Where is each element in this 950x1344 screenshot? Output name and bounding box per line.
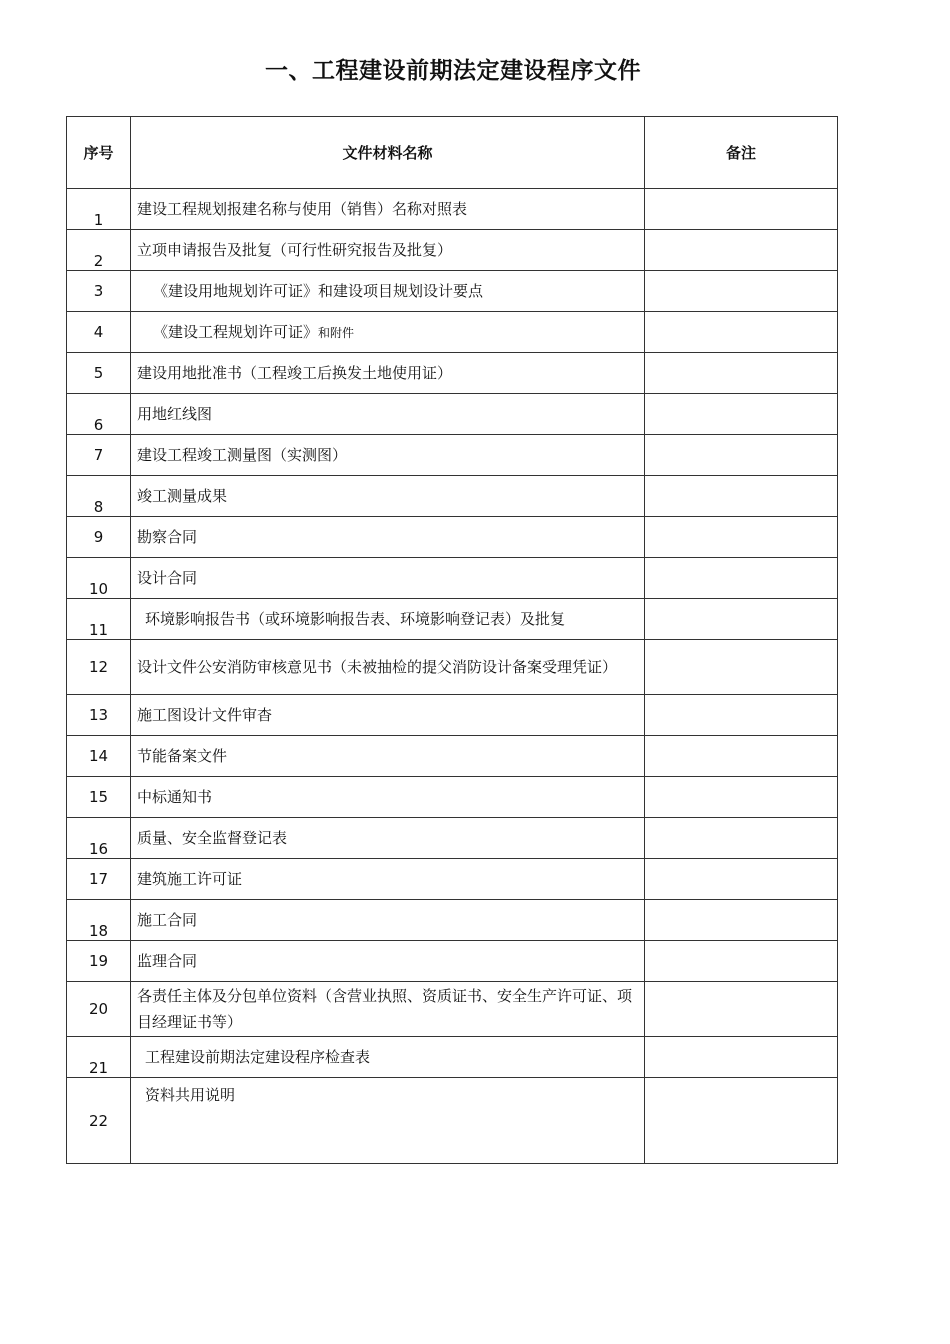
row-note — [645, 982, 838, 1037]
row-note — [645, 599, 838, 640]
row-name: 建设工程规划报建名称与使用（销售）名称对照表 — [131, 189, 645, 230]
row-name: 各责任主体及分包单位资料（含营业执照、资质证书、安全生产许可证、项目经理证书等） — [131, 982, 645, 1037]
row-note — [645, 900, 838, 941]
row-seq: 12 — [67, 640, 131, 695]
row-note — [645, 476, 838, 517]
row-name: 节能备案文件 — [131, 736, 645, 777]
row-note — [645, 189, 838, 230]
table-row — [67, 189, 838, 230]
row-seq: 19 — [67, 941, 131, 982]
row-seq: 18 — [67, 900, 131, 941]
row-note — [645, 859, 838, 900]
row-seq: 2 — [67, 230, 131, 271]
row-seq: 1 — [67, 189, 131, 230]
row-seq: 8 — [67, 476, 131, 517]
row-name: 施工合同 — [131, 900, 645, 941]
row-seq: 9 — [67, 517, 131, 558]
table-row — [67, 859, 838, 900]
page-title: 一、工程建设前期法定建设程序文件 — [265, 58, 641, 84]
row-name: 《建设用地规划许可证》和建设项目规划设计要点 — [131, 271, 645, 312]
table-row — [67, 353, 838, 394]
row-name: 中标通知书 — [131, 777, 645, 818]
table-row — [67, 818, 838, 859]
table-row — [67, 435, 838, 476]
table-row — [67, 230, 838, 271]
row-note — [645, 1037, 838, 1078]
table-row — [67, 312, 838, 353]
row-seq: 16 — [67, 818, 131, 859]
row-note — [645, 517, 838, 558]
row-name: 工程建设前期法定建设程序检查表 — [131, 1037, 645, 1078]
table-row — [67, 640, 838, 695]
row-note — [645, 230, 838, 271]
row-seq: 20 — [67, 982, 131, 1037]
row-seq: 4 — [67, 312, 131, 353]
table-row — [67, 394, 838, 435]
row-name: 建筑施工许可证 — [131, 859, 645, 900]
row-name: 监理合同 — [131, 941, 645, 982]
row-seq: 17 — [67, 859, 131, 900]
table-row — [67, 941, 838, 982]
row-note — [645, 640, 838, 695]
table-header-row — [67, 117, 838, 189]
row-name: 竣工测量成果 — [131, 476, 645, 517]
row-name: 建设用地批准书（工程竣工后换发土地使用证） — [131, 353, 645, 394]
table-row — [67, 599, 838, 640]
row-note — [645, 435, 838, 476]
header-seq: 序号 — [67, 117, 131, 189]
row-seq: 13 — [67, 695, 131, 736]
row-seq: 11 — [67, 599, 131, 640]
table-row — [67, 982, 838, 1037]
row-seq: 5 — [67, 353, 131, 394]
row-name: 质量、安全监督登记表 — [131, 818, 645, 859]
row-seq: 15 — [67, 777, 131, 818]
row-name: 立项申请报告及批复（可行性研究报告及批复） — [131, 230, 645, 271]
row-seq: 10 — [67, 558, 131, 599]
row-note — [645, 353, 838, 394]
row-seq: 7 — [67, 435, 131, 476]
row-name — [131, 312, 645, 353]
row-note — [645, 695, 838, 736]
header-note: 备注 — [645, 117, 838, 189]
row-name: 建设工程竣工测量图（实测图） — [131, 435, 645, 476]
table-row — [67, 476, 838, 517]
table-row — [67, 1078, 838, 1164]
row-note — [645, 271, 838, 312]
table-row — [67, 271, 838, 312]
row-name: 施工图设计文件审杳 — [131, 695, 645, 736]
row-note — [645, 394, 838, 435]
row-note — [645, 312, 838, 353]
row-name-suffix: 和附件 — [318, 325, 355, 340]
table-row — [67, 695, 838, 736]
table-row — [67, 777, 838, 818]
row-name: 资料共用说明 — [131, 1078, 645, 1164]
row-note — [645, 818, 838, 859]
header-name: 文件材料名称 — [131, 117, 645, 189]
document-table — [66, 116, 838, 1164]
row-note — [645, 777, 838, 818]
table-row — [67, 558, 838, 599]
row-name: 设计文件公安消防审核意见书（未被抽检的提父消防设计备案受理凭证） — [131, 640, 645, 695]
row-name: 勘察合同 — [131, 517, 645, 558]
table-row — [67, 517, 838, 558]
row-seq: 3 — [67, 271, 131, 312]
row-name: 环境影响报告书（或环境影响报告表、环境影响登记表）及批复 — [131, 599, 645, 640]
table-row — [67, 1037, 838, 1078]
row-note — [645, 558, 838, 599]
row-note — [645, 736, 838, 777]
row-seq: 6 — [67, 394, 131, 435]
table-row — [67, 900, 838, 941]
row-name-main: 《建设工程规划许可证》 — [153, 322, 319, 341]
table-row — [67, 736, 838, 777]
row-seq: 22 — [67, 1078, 131, 1164]
row-seq: 14 — [67, 736, 131, 777]
row-note — [645, 941, 838, 982]
row-seq: 21 — [67, 1037, 131, 1078]
row-name: 用地红线图 — [131, 394, 645, 435]
row-note — [645, 1078, 838, 1164]
row-name: 设计合同 — [131, 558, 645, 599]
